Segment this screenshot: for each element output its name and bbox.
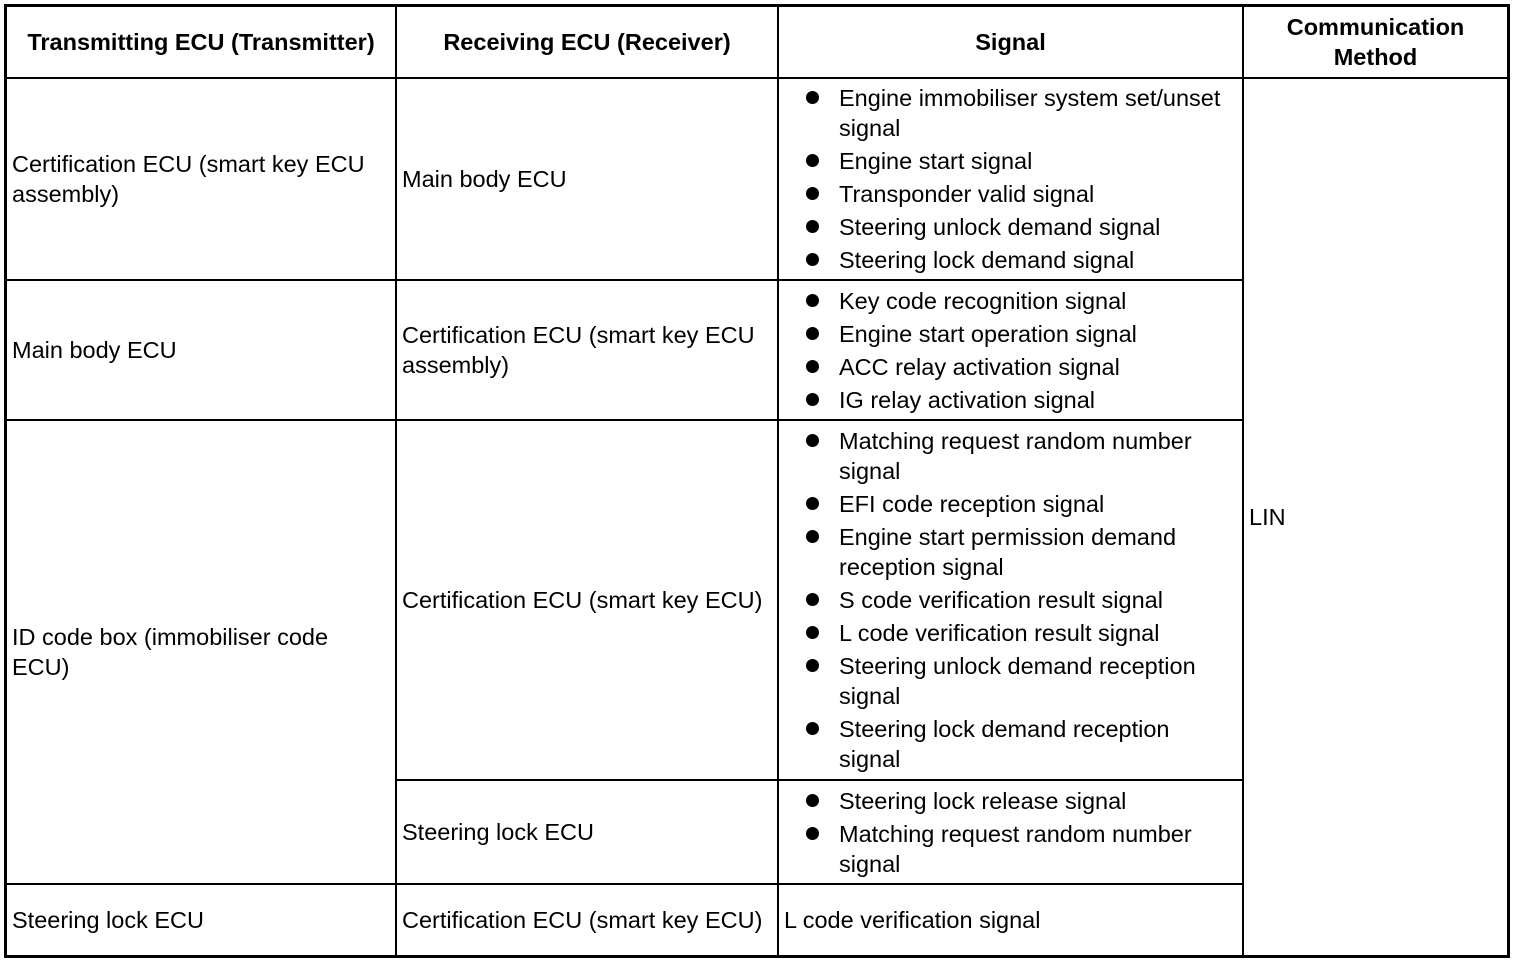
- signal-item: [806, 352, 1237, 382]
- header-transmitter: Transmitting ECU (Transmitter): [6, 6, 396, 78]
- signal-item: [806, 489, 1237, 519]
- signal-item: [806, 245, 1237, 275]
- signal-item: [806, 179, 1237, 209]
- signal-item: [806, 651, 1237, 711]
- signal-text: Key code recognition signal: [839, 287, 1127, 314]
- signal-text: Matching request random number signal: [839, 820, 1192, 877]
- signal-text: S code verification result signal: [839, 587, 1163, 613]
- signal-text: EFI code reception signal: [839, 491, 1105, 517]
- signal-cell: [778, 420, 1243, 780]
- signal-text: Engine start permission demand reception signal: [839, 524, 1177, 580]
- signal-item: [806, 83, 1237, 143]
- communication-method-cell: LIN: [1243, 78, 1508, 956]
- signal-text: IG relay activation signal: [839, 386, 1096, 413]
- signal-item: [806, 385, 1237, 415]
- signal-text: Steering unlock demand signal: [839, 214, 1161, 240]
- signal-text: Steering lock demand reception signal: [839, 716, 1170, 772]
- bullet-icon: [806, 497, 819, 510]
- signal-item: [806, 819, 1237, 879]
- header-receiver: Receiving ECU (Receiver): [396, 6, 778, 78]
- signal-text: Transponder valid signal: [839, 181, 1095, 207]
- transmitter-cell: Main body ECU: [6, 280, 396, 420]
- signal-item: [806, 146, 1237, 176]
- ecu-communication-table: [5, 5, 1509, 957]
- bullet-icon: [806, 154, 819, 167]
- bullet-icon: [806, 220, 819, 233]
- receiver-cell: Certification ECU (smart key ECU): [396, 884, 778, 956]
- header-signal: Signal: [778, 6, 1243, 78]
- receiver-cell: Steering lock ECU: [396, 780, 778, 884]
- transmitter-cell: Certification ECU (smart key ECU assembly): [6, 78, 396, 280]
- signal-item: [806, 522, 1237, 582]
- transmitter-cell: Steering lock ECU: [6, 884, 396, 956]
- signal-item: [806, 426, 1237, 486]
- transmitter-cell: ID code box (immobiliser code ECU): [6, 420, 396, 884]
- receiver-cell: Certification ECU (smart key ECU): [396, 420, 778, 780]
- table-row: [6, 78, 1508, 280]
- signal-list: [784, 786, 1237, 879]
- signal-text: Matching request random number signal: [839, 428, 1192, 484]
- bullet-icon: [806, 794, 819, 807]
- signal-cell: L code verification signal: [778, 884, 1243, 956]
- signal-text: Steering lock demand signal: [839, 247, 1135, 273]
- bullet-icon: [806, 530, 819, 543]
- receiver-cell: Main body ECU: [396, 78, 778, 280]
- bullet-icon: [806, 187, 819, 200]
- bullet-icon: [806, 294, 819, 307]
- signal-item: [806, 286, 1237, 316]
- bullet-icon: [806, 393, 819, 406]
- bullet-icon: [806, 434, 819, 447]
- signal-text: Engine immobiliser system set/unset signal: [839, 85, 1221, 141]
- signal-cell: [778, 78, 1243, 280]
- signal-cell: [778, 780, 1243, 884]
- signal-text: Engine start signal: [839, 148, 1033, 174]
- signal-item: [806, 212, 1237, 242]
- signal-list: [784, 286, 1237, 415]
- bullet-icon: [806, 327, 819, 340]
- signal-text: ACC relay activation signal: [839, 353, 1120, 380]
- signal-text: Steering lock release signal: [839, 787, 1127, 814]
- signal-text: L code verification result signal: [839, 620, 1160, 646]
- signal-item: [806, 585, 1237, 615]
- bullet-icon: [806, 253, 819, 266]
- bullet-icon: [806, 722, 819, 735]
- receiver-cell: Certification ECU (smart key ECU assembly): [396, 280, 778, 420]
- signal-list: [784, 83, 1237, 275]
- signal-list: [784, 426, 1237, 774]
- signal-text: Engine start operation signal: [839, 320, 1137, 347]
- signal-item: [806, 319, 1237, 349]
- bullet-icon: [806, 360, 819, 373]
- signal-item: [806, 786, 1237, 816]
- bullet-icon: [806, 593, 819, 606]
- bullet-icon: [806, 91, 819, 104]
- bullet-icon: [806, 626, 819, 639]
- signal-cell: [778, 280, 1243, 420]
- signal-item: [806, 618, 1237, 648]
- bullet-icon: [806, 827, 819, 840]
- signal-text: Steering unlock demand reception signal: [839, 653, 1196, 709]
- signal-item: [806, 714, 1237, 774]
- header-communication-method: Communication Method: [1243, 6, 1508, 78]
- bullet-icon: [806, 659, 819, 672]
- header-row: [6, 6, 1508, 78]
